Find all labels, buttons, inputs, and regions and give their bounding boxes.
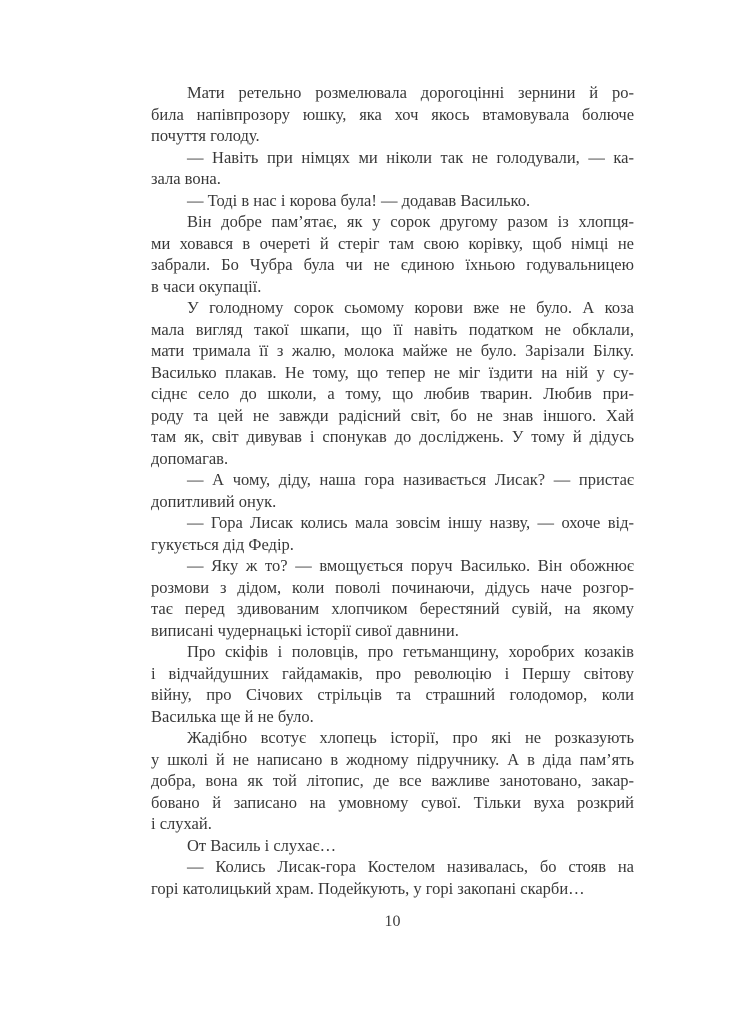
text-line: У голодному сорок сьомому корови вже не було. А коза — [187, 298, 634, 317]
text-block — [151, 82, 634, 899]
text-line: — А чому, діду, наша гора називається Лисак? — пристає — [187, 470, 634, 489]
text-line: добра, вона як той літопис, де все важливе занотовано, закар- — [151, 771, 635, 790]
text-line: била напівпрозору юшку, яка хоч якось втамовувала болюче — [151, 104, 635, 124]
text-line: у школі й не написано в жодному підручнику. А в діда пам’ять — [151, 749, 634, 769]
text-line: горі католицький храм. Подейкують, у горі закопані скарби… — [151, 878, 585, 898]
text-line: сіднє село до школи, а тому, що любив тварин. Любив при- — [151, 384, 634, 403]
text-line: Він добре пам’ятає, як у сорок другому разом із хлопця- — [187, 212, 635, 231]
text-line: От Василь і слухає… — [187, 835, 337, 855]
text-line: і слухай. — [151, 814, 212, 833]
text-line: Василька ще й не було. — [151, 706, 314, 726]
text-line: в часи окупації. — [151, 276, 262, 296]
page-number: 10 — [384, 913, 401, 930]
text-line: виписані чудернацькі історії сивої давнини. — [151, 620, 459, 640]
text-line: — Яку ж то? — вмощується поруч Василько. Він обожнює — [187, 556, 634, 575]
text-line: почуття голоду. — [151, 126, 260, 145]
text-line: бовано й записано на умовному сувої. Тільки вуха розкрий — [151, 792, 634, 812]
text-line: гукується дід Федір. — [151, 534, 294, 554]
text-line: мала вигляд такої шкапи, що її навіть податком не обклали, — [151, 319, 634, 339]
text-line: — Тоді в нас і корова була! — додавав Василько. — [187, 190, 531, 210]
text-line: мати тримала її з жалю, молока майже не було. Зарізали Білку. — [151, 341, 634, 360]
text-line: зала вона. — [151, 169, 221, 188]
text-line: допомагав. — [151, 448, 229, 468]
text-line: війну, про Січових стрільців та страшний голодомор, коли — [151, 685, 634, 704]
text-line: роду та цей не завжди радісний світ, бо не знав іншого. Хай — [151, 405, 634, 425]
text-line: Василько плакав. Не тому, що тепер не міг їздити на ній у су- — [151, 362, 635, 382]
text-line: — Колись Лисак-гора Костелом називалась, бо стояв на — [187, 857, 634, 876]
text-line: розмови з дідом, коли поволі починаючи, дідусь наче розгор- — [151, 577, 634, 597]
text-line: забрали. Бо Чубра була чи не єдиною їхньою годувальницею — [151, 255, 634, 274]
text-line: тає перед здивованим хлопчиком берестяний сувій, на якому — [151, 599, 634, 618]
text-line: і відчайдушних гайдамаків, про революцію і Першу світову — [151, 663, 634, 683]
text-line: Жадібно всотує хлопець історії, про які не розказують — [187, 728, 634, 747]
text-line: — Гора Лисак колись мала зовсім іншу назву, — охоче від- — [187, 513, 635, 532]
text-line: допитливий онук. — [151, 491, 277, 511]
text-line: Про скіфів і половців, про гетьманщину, хоробрих козаків — [187, 642, 634, 661]
text-line: — Навіть при німцях ми ніколи так не голодували, — ка- — [187, 147, 634, 167]
text-line: там як, світ дивував і спонукав до досліджень. У тому й дідусь — [151, 427, 635, 446]
text-line: Мати ретельно розмелювала дорогоцінні зернини й ро- — [187, 83, 634, 102]
text-line: ми ховався в очереті й стеріг там свою корівку, щоб німці не — [151, 233, 634, 253]
